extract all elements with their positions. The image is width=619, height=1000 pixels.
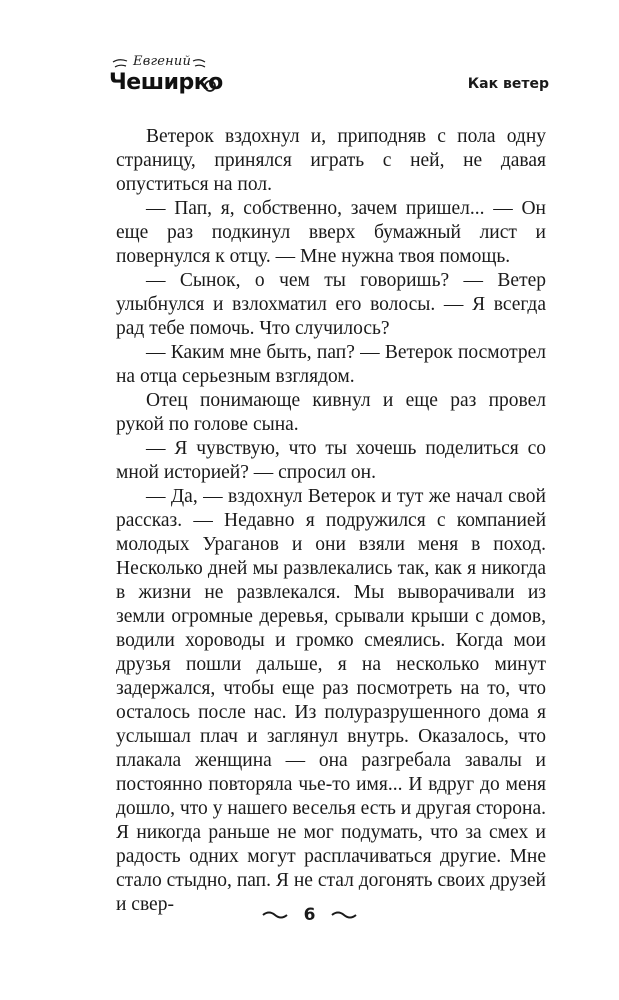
running-title: Как ветер	[467, 76, 549, 92]
right-swash-icon	[331, 910, 357, 920]
logo-last-name: Чеширко	[109, 70, 223, 95]
left-swash-icon	[262, 910, 288, 920]
page-footer	[0, 905, 619, 925]
author-logo	[107, 52, 222, 104]
body-text	[116, 125, 546, 917]
paragraph: — Да, — вздохнул Ветерок и тут же начал свой рассказ. — Недавно я подружился с компанией молодых Ураганов и они взяли меня в поход. Несколько дней мы развлекались так, как я никогда в жизни не развлекался. Мы выворачивали из земли огромные деревья, срывали крыши с домов, водили хороводы и громко смеялись. Когда мои друзья пошли дальше, я на несколько минут задержался, чтобы еще раз посмотреть на то, что осталось после нас. Из полуразрушенного дома я услышал плач и заглянул внутрь. Оказалось, что плакала женщина — она разгребала завалы и постоянно повторяла чье-то имя... И вдруг до меня дошло, что у нашего веселья есть и другая сторона. Я никогда раньше не мог подумать, что за смех и радость одних могут расплачиваться другие. Мне стало стыдно, пап. Я не стал догонять своих друзей и свер-	[116, 486, 546, 915]
page-number: 6	[303, 905, 316, 925]
paragraph: Ветерок вздохнул и, приподняв с пола одну страницу, принялся играть с ней, не давая опуститься на пол.	[116, 126, 546, 195]
paragraph: — Пап, я, собственно, зачем пришел... — Он еще раз подкинул вверх бумажный лист и повернулся к отцу. — Мне нужна твоя помощь.	[116, 198, 546, 267]
paragraph: — Каким мне быть, пап? — Ветерок посмотрел на отца серьезным взглядом.	[116, 342, 546, 387]
paragraph: Отец понимающе кивнул и еще раз провел рукой по голове сына.	[116, 390, 546, 435]
logo-first-name: Евгений	[133, 54, 192, 69]
paragraph: — Я чувствую, что ты хочешь поделиться со мной историей? — спросил он.	[116, 438, 546, 483]
paragraph: — Сынок, о чем ты говоришь? — Ветер улыбнулся и взлохматил его волосы. — Я всегда рад тебе помочь. Что случилось?	[116, 270, 546, 339]
